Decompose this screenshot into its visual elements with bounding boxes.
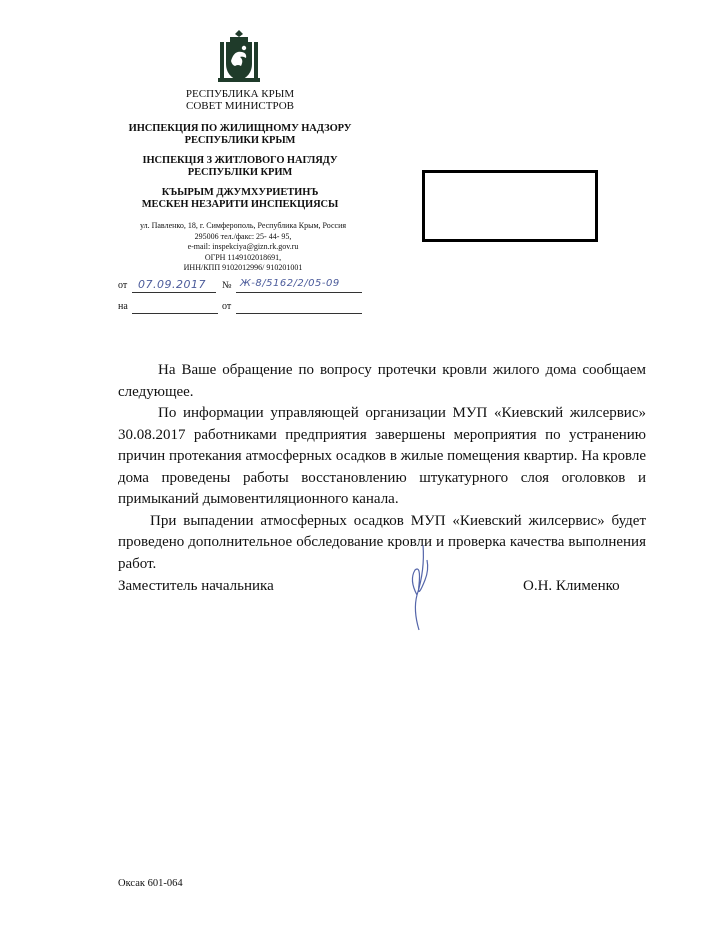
handwritten-date: 07.09.2017 (138, 278, 206, 291)
email-line: e-mail: inspekciya@gizn.rk.gov.ru (187, 242, 299, 251)
inspection-crh-line1: КЪЫРЫМ ДЖУМХУРИЕТИНЪ (161, 187, 319, 198)
incoming-reference (118, 301, 368, 315)
handwritten-number: Ж-8/5162/2/05-09 (240, 278, 340, 289)
to-from-label: от (222, 301, 232, 312)
from-label: от (118, 280, 128, 291)
council-line: СОВЕТ МИНИСТРОВ (185, 100, 294, 112)
signatory-name: О.Н. Клименко (523, 578, 620, 594)
redacted-addressee-box (422, 170, 598, 242)
republic-line: РЕСПУБЛИКА КРЫМ (185, 88, 295, 100)
paragraph-3: При выпадении атмосферных осадков МУП «Киевский жилсервис» будет проведено дополнительное обследование кровли и проверка качества выполнения работ. (118, 512, 646, 572)
to-from-underline (236, 301, 362, 314)
signatory-position: Заместитель начальника (118, 578, 274, 594)
paragraph-1: На Ваше обращение по вопросу протечки кровли жилого дома сообщаем следующее. (118, 362, 646, 400)
number-label: № (222, 280, 232, 291)
letter-body (118, 360, 646, 575)
inspection-ua-line1: ІНСПЕКЦІЯ З ЖИТЛОВОГО НАГЛЯДУ (142, 155, 338, 166)
outgoing-registration (118, 280, 368, 294)
ogrn-line: ОГРН 1149102018691, (204, 252, 282, 262)
to-underline (132, 301, 218, 314)
inspection-ru-line2: РЕСПУБЛИКИ КРЫМ (184, 135, 296, 146)
address-line1: ул. Павленко, 18, г. Симферополь, Республика Крым, Россия (139, 221, 347, 230)
print-code: Оксак 601-064 (118, 878, 183, 889)
paragraph-2: По информации управляющей организации МУП «Киевский жилсервис» 30.08.2017 работниками предприятия завершены мероприятия по устранению причин протекания атмосферных осадков в жилые помещения квартир. На кровле дома проведены работы восстановлению штукатурного слоя оголовков и примыканий дымовентиляционного канала. (118, 405, 646, 507)
inn-kpp-line: ИНН/КПП 9102012996/ 910201001 (183, 263, 303, 272)
handwritten-signature (395, 540, 445, 635)
inspection-ua-line2: РЕСПУБЛІКИ КРИМ (187, 167, 293, 178)
inspection-crh-line2: МЕСКЕН НЕЗАРИТИ ИНСПЕКЦИЯСЫ (141, 199, 339, 210)
coat-of-arms-icon (216, 28, 262, 84)
inspection-ru-line1: ИНСПЕКЦИЯ ПО ЖИЛИЩНОМУ НАДЗОРУ (128, 123, 352, 134)
address-line2: 295006 тел./факс: 25- 44- 95, (194, 231, 292, 241)
to-label: на (118, 301, 128, 312)
